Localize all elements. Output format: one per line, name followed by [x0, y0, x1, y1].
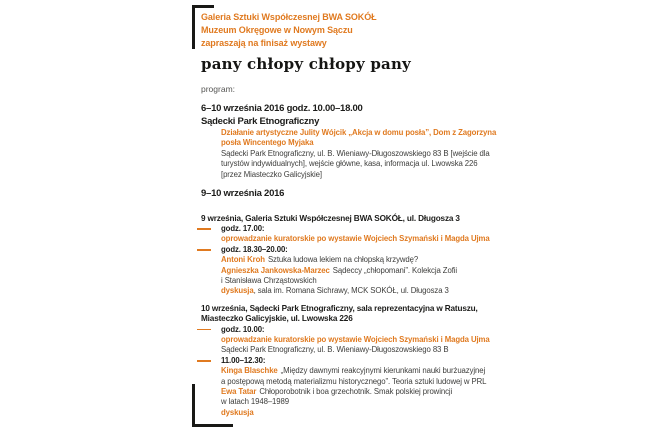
talk-line-continued: a postępową metodą materializmu historycznego”. Teoria sztuki ludowej w PRL	[221, 376, 487, 386]
speaker-name: Kinga Blaschke	[221, 366, 278, 376]
talk-title: Sądeccy „chłopomani”. Kolekcja Zofii	[332, 265, 458, 275]
discussion-venue: , sala im. Romana Sichrawy, MCK SOKÓŁ, ul. Długosza 3	[253, 286, 449, 296]
talk-line-continued: i Stanisława Chrząstowskich	[221, 275, 317, 285]
discussion-label: dyskusja	[221, 286, 254, 296]
flyer-content	[201, 0, 561, 418]
schedule-time-row	[221, 245, 561, 255]
section-date-heading: 9–10 września 2016	[201, 188, 285, 200]
talk-title: „Między dawnymi reakcyjnymi kierunkami nauki burżuazyjnej	[280, 366, 486, 376]
program-label: program:	[201, 84, 236, 94]
section-date-heading: 6–10 września 2016 godz. 10.00–18.00	[201, 103, 363, 114]
day-heading-continued: Miasteczko Galicyjskie, ul. Lwowska 226	[201, 314, 353, 324]
section-9-10-september	[201, 188, 561, 418]
tour-venue-line: Sądecki Park Etnograficzny, ul. B. Wieniawy-Długoszowskiego 83 B	[221, 345, 449, 355]
day-9-september	[201, 214, 561, 297]
exhibition-title: pany chłopy chłopy pany	[201, 55, 411, 73]
day-10-september	[201, 304, 561, 418]
day-heading: 10 września, Sądecki Park Etnograficzny, sala reprezentacyjna w Ratuszu,	[201, 303, 478, 313]
talk-line	[221, 255, 561, 265]
venue-line: turystów indywidualnych], wejście główne, kasa, informacja ul. Lwowska 226	[221, 159, 478, 169]
dash-bullet-icon	[197, 249, 211, 251]
talk-title: Chłoporobotnik i boa grzechotnik. Smak polskiej prowincji	[259, 387, 453, 397]
speaker-name: Antoni Kroh	[221, 255, 265, 265]
venue-line: [przez Miasteczko Galicyjskie]	[221, 169, 322, 179]
discussion-line	[221, 286, 561, 296]
event-title-line: Działanie artystyczne Julity Wójcik „Akcja w domu posła”, Dom z Zagorzyna	[221, 128, 497, 137]
section-6-10-september	[201, 103, 561, 180]
dash-bullet-icon	[197, 360, 211, 362]
talk-line-continued: w latach 1948–1989	[221, 397, 289, 407]
time-label: godz. 18.30–20.00:	[221, 244, 288, 254]
talk-line	[221, 266, 561, 276]
organizer-line: Muzeum Okręgowe w Nowym Sączu	[201, 25, 353, 35]
curator-tour-line: oprowadzanie kuratorskie po wystawie Wojciech Szymański i Magda Ujma	[221, 335, 490, 344]
bottom-corner-bracket-vertical	[192, 384, 195, 427]
time-label: godz. 17.00:	[221, 223, 265, 233]
time-label: godz. 10.00:	[221, 324, 265, 334]
organizer-block	[201, 11, 561, 50]
dash-bullet-icon	[197, 329, 211, 331]
section-place-heading: Sądecki Park Etnograficzny	[201, 115, 320, 127]
organizer-line: Galeria Sztuki Współczesnej BWA SOKÓŁ	[201, 12, 377, 22]
talk-line	[221, 366, 561, 376]
section-details	[221, 128, 561, 180]
top-corner-bracket-vertical	[192, 5, 195, 49]
event-title-line: posła Wincentego Myjaka	[221, 138, 314, 148]
speaker-name: Ewa Tatar	[221, 387, 257, 397]
schedule-time-row	[221, 325, 561, 335]
time-label: 11.00–12.30:	[221, 355, 266, 365]
venue-line: Sądecki Park Etnograficzny, ul. B. Wieniawy-Długoszowskiego 83 B [wejście dla	[221, 148, 490, 158]
discussion-label: dyskusja	[221, 407, 254, 417]
schedule-time-row	[221, 224, 561, 234]
talk-line	[221, 387, 561, 397]
day-heading: 9 września, Galeria Sztuki Współczesnej BWA SOKÓŁ, ul. Długosza 3	[201, 213, 460, 223]
bottom-corner-bracket-horizontal	[192, 424, 233, 427]
speaker-name: Agnieszka Jankowska-Marzec	[221, 265, 330, 275]
curator-tour-line: oprowadzanie kuratorskie po wystawie Wojciech Szymański i Magda Ujma	[221, 234, 490, 244]
organizer-line: zapraszają na finisaż wystawy	[201, 38, 327, 48]
talk-title: Sztuka ludowa lekiem na chłopską krzywdę?	[267, 255, 419, 265]
dash-bullet-icon	[197, 228, 211, 230]
schedule-time-row	[221, 356, 561, 366]
